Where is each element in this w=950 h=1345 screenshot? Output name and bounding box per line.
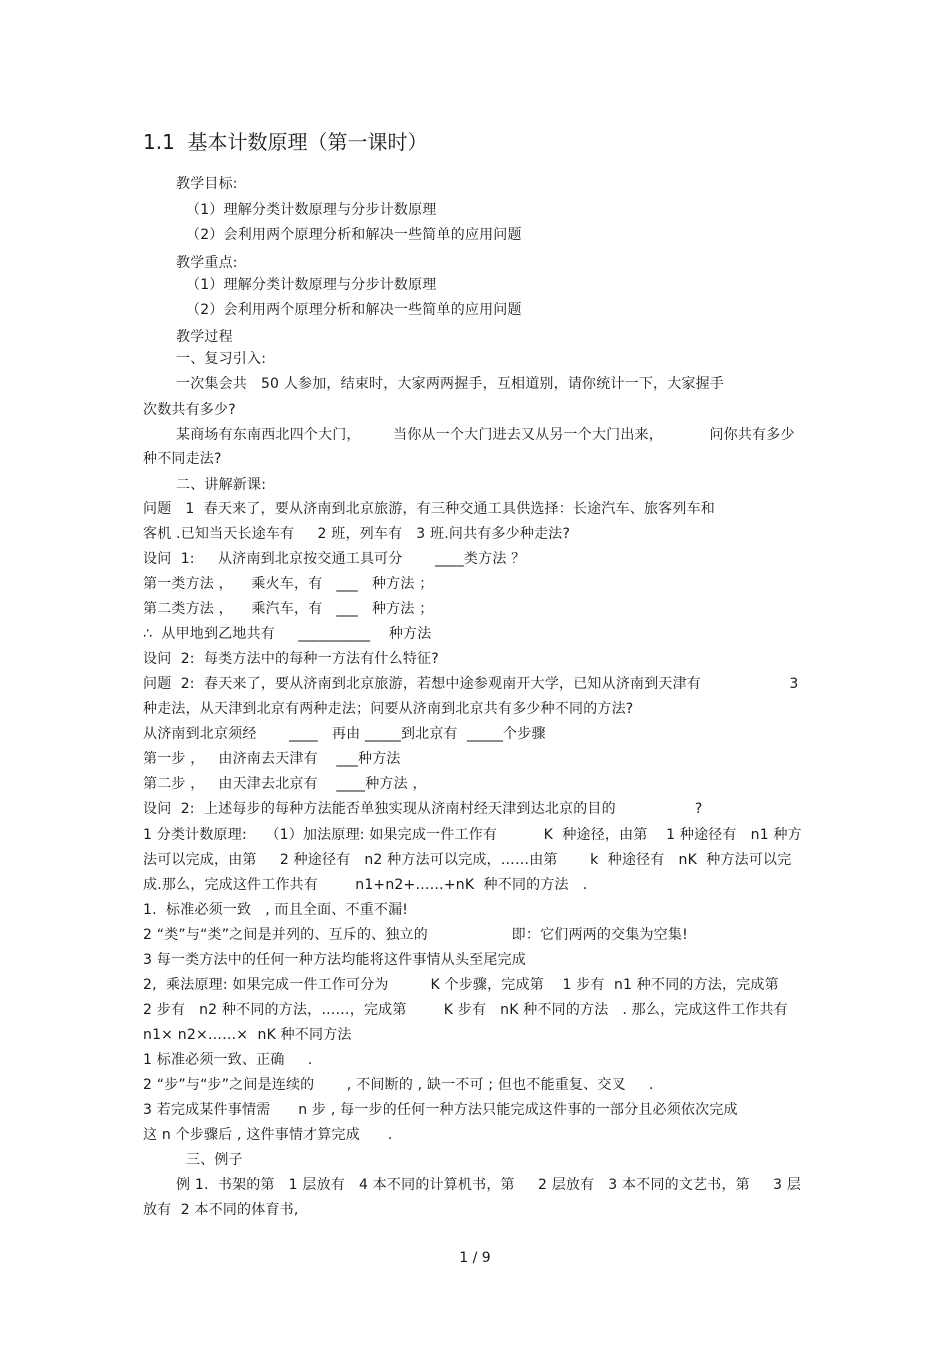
page-title: 1.1 基本计数原理（第一课时） (143, 130, 428, 154)
text-line: （1）理解分类计数原理与分步计数原理 (186, 202, 437, 218)
text-line: ∴ 从甲地到乙地共有 __________ 种方法 (143, 626, 432, 642)
text-line: 1 分类计数原理: （1）加法原理: 如果完成一件工作有 K 种途径，由第 1 种途径有 n1 种方 (143, 827, 802, 843)
text-line: 2 步有 n2 种不同的方法，……，完成第 K 步有 nK 种不同的方法 . 那么，完成这件工作共有 (143, 1002, 788, 1018)
text-line: 一次集会共 50 人参加，结束时，大家两两握手，互相道别，请你统计一下，大家握手 (176, 376, 725, 392)
text-line: 从济南到北京须经 ____ 再由 _____到北京有 _____个步骤 (143, 726, 546, 742)
text-line: 种不同走法? (143, 451, 222, 467)
text-line: 3 若完成某件事情需 n 步 , 每一步的任何一种方法只能完成这件事的一部分且必须依次完成 (143, 1102, 738, 1118)
text-line: 第二类方法 ， 乘汽车，有 ___ 种方法 ； (143, 601, 434, 617)
text-line: 2 “步”与“步”之间是连续的 , 不间断的 , 缺一不可 ; 但也不能重复、交叉 . (143, 1077, 654, 1093)
text-line: 1. 标准必须一致 , 而且全面、不重不漏! (143, 902, 409, 918)
text-line: （1）理解分类计数原理与分步计数原理 (186, 277, 437, 293)
text-line: 客机 .已知当天长途车有 2 班，列车有 3 班.问共有多少种走法? (143, 526, 571, 542)
text-line: 某商场有东南西北四个大门， 当你从一个大门进去又从另一个大门出来， 问你共有多少 (176, 427, 795, 443)
text-line: 三、例子 (186, 1152, 243, 1168)
text-line: 第二步 ， 由天津去北京有 ____种方法 ， (143, 776, 427, 792)
text-line: 这 n 个步骤后 , 这件事情才算完成 . (143, 1127, 393, 1143)
text-line: 1 标准必须一致、正确 . (143, 1052, 313, 1068)
page-number: 1 / 9 (459, 1250, 491, 1266)
text-line: 2, 乘法原理: 如果完成一件工作可分为 K 个步骤，完成第 1 步有 n1 种不同的方法，完成第 (143, 977, 779, 993)
text-line: 教学目标: (176, 176, 238, 192)
text-line: n1× n2×……× nK 种不同方法 (143, 1027, 352, 1043)
text-line: 问题 1 春天来了，要从济南到北京旅游，有三种交通工具供选择：长途汽车、旅客列车和 (143, 501, 715, 517)
text-line: 设问 2: 上述每步的每种方法能否单独实现从济南村经天津到达北京的目的 ? (143, 801, 703, 817)
text-line: （2）会利用两个原理分析和解决一些简单的应用问题 (186, 302, 522, 318)
text-line: 二、讲解新课: (176, 477, 267, 493)
text-line: 第一步 ， 由济南去天津有 ___种方法 (143, 751, 401, 767)
text-line: 教学重点: (176, 255, 238, 271)
text-line: 设问 2: 每类方法中的每种一方法有什么特征? (143, 651, 439, 667)
text-line: 次数共有多少? (143, 402, 236, 418)
text-line: 2 “类”与“类”之间是并列的、互斥的、独立的 即：它们两两的交集为空集! (143, 927, 688, 943)
text-line: 3 每一类方法中的任何一种方法均能将这件事情从头至尾完成 (143, 952, 526, 968)
text-line: 成.那么，完成这件工作共有 n1+n2+……+nK 种不同的方法 . (143, 877, 588, 893)
text-line: 第一类方法 ， 乘火车，有 ___ 种方法 ； (143, 576, 434, 592)
text-line: 一、复习引入: (176, 351, 267, 367)
text-line: 种走法，从天津到北京有两种走法；问要从济南到北京共有多少种不同的方法? (143, 701, 634, 717)
text-line: 例 1. 书架的第 1 层放有 4 本不同的计算机书，第 2 层放有 3 本不同的文艺书，第 3 层 (176, 1177, 802, 1193)
text-line: 放有 2 本不同的体育书, (143, 1202, 299, 1218)
text-line: 问题 2: 春天来了，要从济南到北京旅游，若想中途参观南开大学，已知从济南到天津有 3 (143, 676, 799, 692)
text-line: （2）会利用两个原理分析和解决一些简单的应用问题 (186, 227, 522, 243)
text-line: 教学过程 (176, 329, 233, 345)
text-line: 法可以完成，由第 2 种途径有 n2 种方法可以完成，……由第 k 种途径有 nK 种方法可以完 (143, 852, 792, 868)
text-line: 设问 1: 从济南到北京按交通工具可分 ____类方法 ？ (143, 551, 526, 567)
